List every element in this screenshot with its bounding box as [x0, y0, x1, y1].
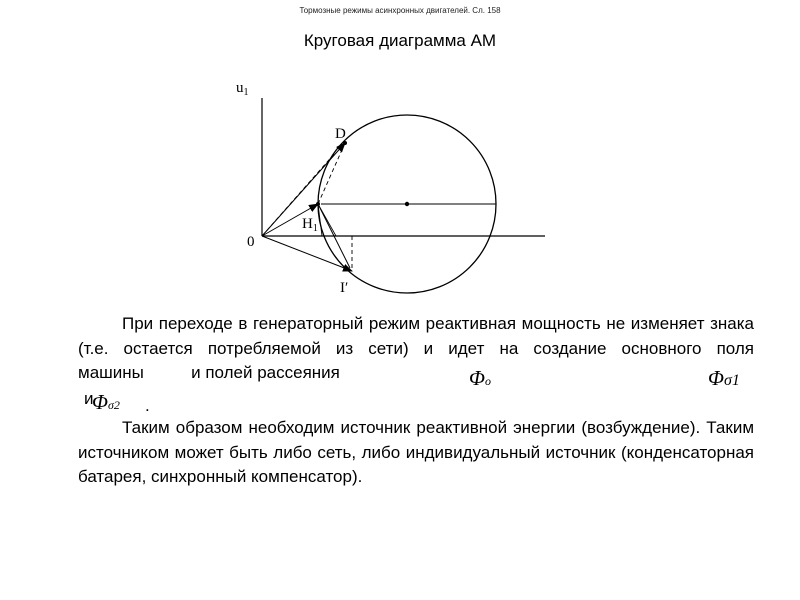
circle-center — [405, 202, 409, 206]
label-D: D — [335, 126, 346, 142]
paragraph-1: При переходе в генераторный режим реактивная мощность не изменяет знака (т.е. остается потребляемой из сети) и идет на создание основного поля машины и полей рассеяния — [78, 314, 754, 382]
label-I: I′ — [340, 280, 349, 296]
dashed-H1-D — [318, 143, 345, 204]
line-H1-mid — [318, 204, 336, 236]
slide-title: Круговая диаграмма АМ — [303, 31, 497, 50]
label-u1: $u_1$ — [236, 80, 249, 98]
paragraph-2: Таким образом необходим источник реактивной энергии (возбуждение). Таким источником может быть либо сеть, либо индивидуальный источник (конденсаторная батарея, синхронный компенсатор). — [78, 418, 754, 486]
period: . — [145, 396, 150, 415]
phi-sigma1-symbol: Φσ1 — [708, 366, 740, 390]
slide-header: Тормозные режимы асинхронных двигателей. Сл. 158 — [299, 6, 501, 15]
phi-sigma2-symbol: Φσ2 — [92, 390, 120, 414]
label-H1: $H_1$ — [302, 216, 318, 234]
label-origin: 0 — [247, 234, 255, 250]
point-H1 — [316, 202, 320, 206]
and-word: и — [84, 389, 94, 408]
phi-o-symbol: Φo — [469, 366, 491, 390]
vector-I — [262, 236, 352, 271]
